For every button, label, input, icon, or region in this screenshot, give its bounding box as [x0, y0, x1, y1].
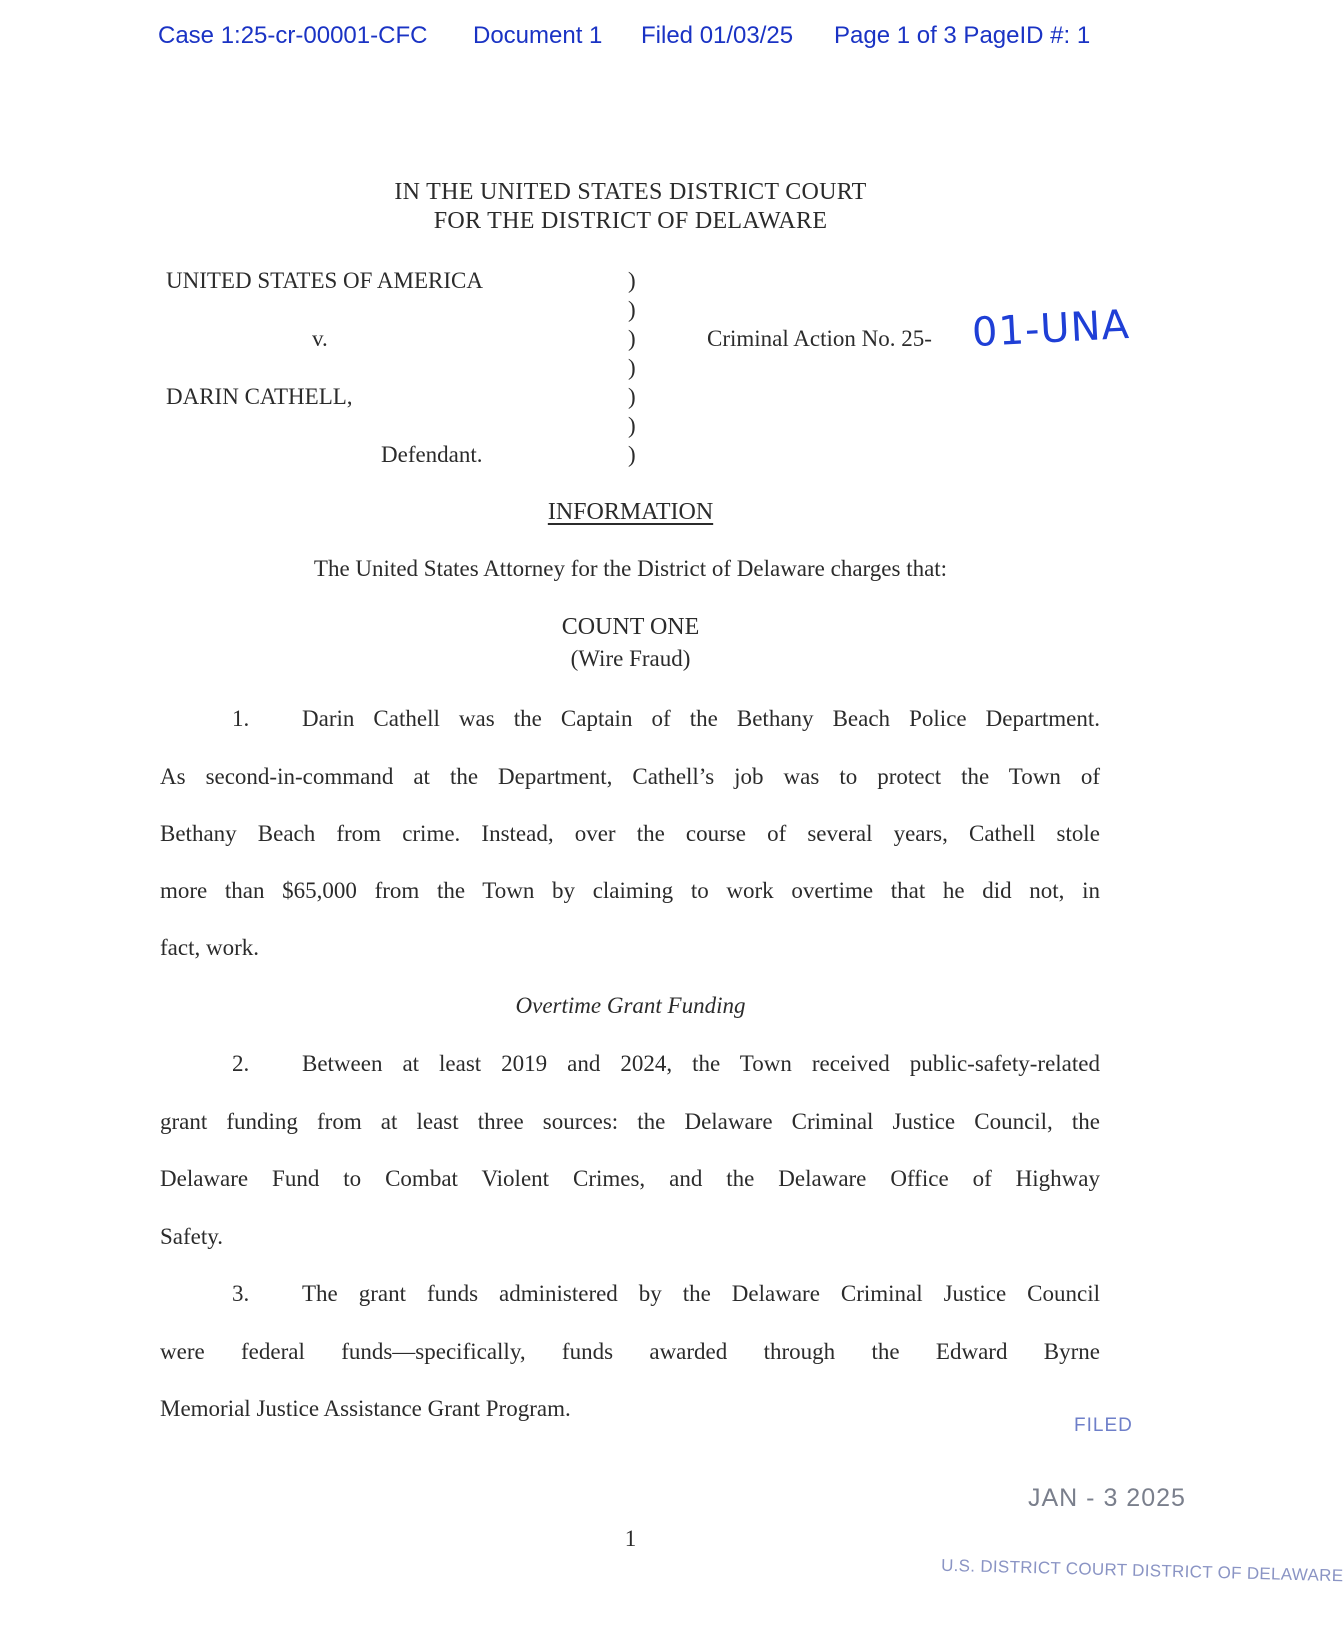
court-name-line1: IN THE UNITED STATES DISTRICT COURT — [394, 179, 867, 205]
ecf-page-info: Page 1 of 3 PageID #: 1 — [834, 22, 1091, 49]
caption-paren: ) — [628, 355, 636, 380]
paragraph-number: 2. — [232, 1051, 250, 1076]
caption-paren: ) — [628, 413, 636, 438]
caption-paren: ) — [628, 268, 636, 293]
paragraph-line: Safety. — [160, 1224, 224, 1249]
defendant-name: DARIN CATHELL, — [166, 384, 353, 409]
paragraph-line: As second-in-command at the Department, Cathell’s job was to protect the Town of — [160, 764, 1100, 789]
ecf-case-number: Case 1:25-cr-00001-CFC — [158, 22, 428, 49]
court-name-line2: FOR THE DISTRICT OF DELAWARE — [433, 208, 828, 234]
paragraph-line: Delaware Fund to Combat Violent Crimes, and the Delaware Office of Highway — [160, 1166, 1100, 1191]
paragraph-line: more than $65,000 from the Town by claiming to work overtime that he did not, in — [160, 878, 1100, 903]
paragraph-line — [232, 706, 1100, 732]
paragraph-number: 3. — [232, 1281, 250, 1306]
caption-paren: ) — [628, 326, 636, 351]
ecf-document-number: Document 1 — [473, 22, 603, 49]
charging-intro: The United States Attorney for the District of Delaware charges that: — [313, 556, 948, 581]
plaintiff-name: UNITED STATES OF AMERICA — [166, 268, 483, 293]
caption-paren: ) — [628, 297, 636, 322]
filed-stamp-date: JAN - 3 2025 — [1028, 1484, 1186, 1512]
defendant-label: Defendant. — [381, 442, 483, 467]
paragraph-line: fact, work. — [160, 935, 259, 960]
paragraph-line: were federal funds—specifically, funds awarded through the Edward Byrne — [160, 1339, 1100, 1364]
versus: v. — [312, 326, 328, 351]
paragraph-line: Memorial Justice Assistance Grant Program. — [160, 1396, 571, 1421]
paragraph-line: grant funding from at least three sources: the Delaware Criminal Justice Council, the — [160, 1109, 1100, 1134]
section-heading: Overtime Grant Funding — [515, 993, 746, 1018]
paragraph-line — [232, 1051, 1100, 1077]
paragraph-line — [232, 1281, 1100, 1307]
paragraph-text: The grant funds administered by the Delaware Criminal Justice Council — [302, 1281, 1100, 1306]
ecf-filed-date: Filed 01/03/25 — [641, 22, 794, 49]
paragraph-number: 1. — [232, 706, 250, 731]
paragraph-text: Between at least 2019 and 2024, the Town received public-safety-related — [302, 1051, 1100, 1076]
caption-paren: ) — [628, 384, 636, 409]
caption-paren: ) — [628, 442, 636, 467]
paragraph-text: Darin Cathell was the Captain of the Bethany Beach Police Department. — [302, 706, 1100, 731]
handwritten-case-number: 01-UNA — [970, 301, 1132, 357]
document-title: INFORMATION — [547, 499, 714, 525]
count-heading: COUNT ONE — [561, 614, 700, 640]
criminal-action-label: Criminal Action No. 25- — [707, 326, 932, 351]
paragraph-line: Bethany Beach from crime. Instead, over the course of several years, Cathell stole — [160, 821, 1100, 846]
filed-stamp-court: U.S. DISTRICT COURT DISTRICT OF DELAWARE — [940, 1555, 1344, 1586]
count-subheading: (Wire Fraud) — [570, 646, 691, 671]
filed-stamp-label: FILED — [1074, 1415, 1133, 1436]
page-number: 1 — [624, 1526, 637, 1551]
